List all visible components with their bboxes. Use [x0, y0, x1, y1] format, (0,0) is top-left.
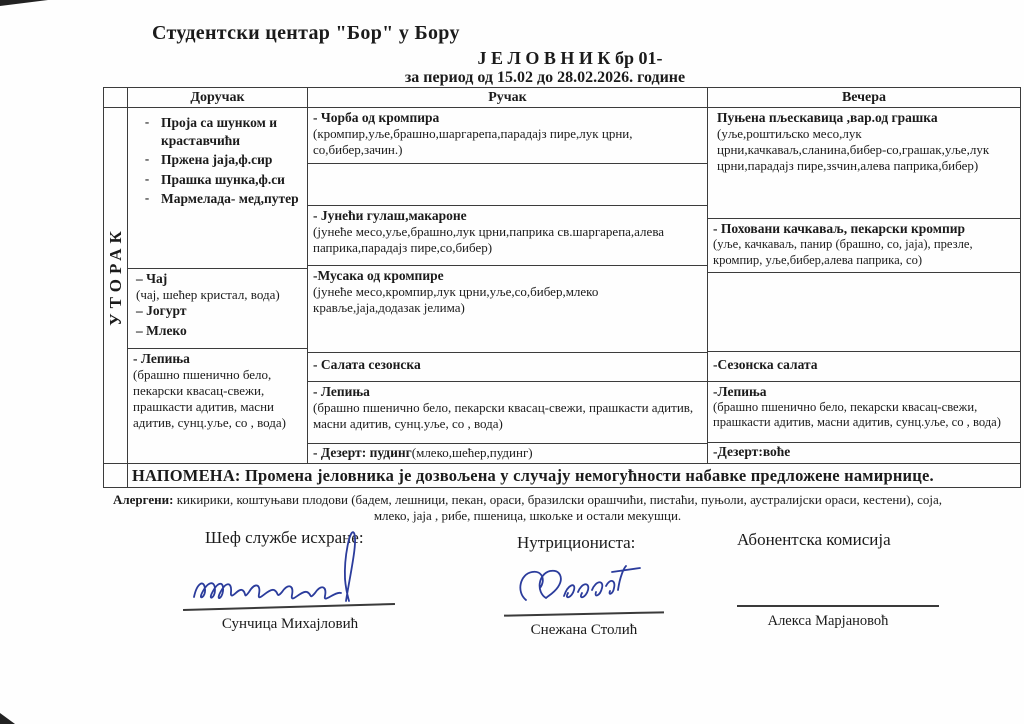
scan-artifact-top	[0, 0, 48, 6]
day-column	[104, 108, 128, 463]
scan-artifact-bottom	[0, 711, 15, 724]
dish-title: -Мусака од кромпире	[313, 268, 444, 283]
dish-ingredients: (кромпир,уље,брашно,шаргарепа,парадајз пире,лук црни, со,бибер,зачин.)	[313, 126, 633, 158]
dinner-column	[708, 108, 1020, 463]
document-period: за период од 15.02 до 28.02.2026. године	[404, 69, 686, 86]
list-dash	[133, 190, 161, 208]
dessert-title: -Дезерт:воће	[713, 444, 791, 459]
dish-ingredients: (брашно пшенично бело, пекарски квасац-свежи, прашкасти адитив, масни адитив, сунц.уље, со , вода)	[713, 400, 1001, 430]
dish-title: - Поховани качкаваљ, пекарски кромпир	[713, 221, 966, 236]
table-body	[104, 108, 1020, 463]
dish-ingredients: (чај, шећер кристал, вода)	[136, 287, 280, 303]
handwritten-signature-chef	[188, 527, 380, 613]
dish-ingredients: (брашно пшенично бело, пекарски квасац-свежи, прашкасти адитив, масни адитив, сунц.уље, со , вода)	[133, 367, 287, 431]
lunch-column	[308, 108, 708, 463]
dish-title: – Чај	[136, 271, 168, 286]
lunch-soup-cell	[308, 108, 707, 164]
dinner-main-cell	[708, 108, 1020, 219]
lunch-bread-cell	[308, 382, 707, 444]
dinner-dessert-cell	[708, 443, 1020, 463]
document-title: Ј Е Л О В Н И К бр 01-	[477, 48, 663, 68]
lunch-dessert-cell	[308, 444, 707, 463]
breakfast-bread-cell	[128, 349, 307, 463]
menu-table	[103, 87, 1021, 488]
note-text: НАПОМЕНА: Промена јеловника је дозвољена у случају немогућности набавке предложене намирнице.	[132, 466, 934, 485]
breakfast-column	[128, 108, 308, 463]
dish-title: Пуњена пљескавица ,вар.од грашка	[717, 110, 938, 125]
dish-ingredients: (уље, качкаваљ, панир (брашно, со, јаја), презле, кромпир, уље,бибер,алева паприка, со)	[713, 237, 973, 267]
dish-title: - Салата сезонска	[313, 357, 421, 372]
lunch-goulash-cell	[308, 206, 707, 266]
breakfast-item	[133, 114, 302, 150]
list-dash	[133, 114, 161, 150]
breakfast-item-label: Пржена јаја,ф.сир	[161, 152, 273, 168]
dish-title: -Лепиња	[713, 384, 767, 399]
dish-title: – Млеко	[136, 322, 187, 338]
dinner-empty-cell	[708, 273, 1020, 352]
dessert-ingredients: (млеко,шећер,пудинг)	[411, 445, 533, 460]
dish-ingredients: (јунеће месо,уље,брашно,лук црни,паприка св.шаргарепа,алева паприка,парадајз пире,со,бибер)	[313, 224, 665, 256]
breakfast-column-header: Доручак	[128, 88, 308, 107]
breakfast-item	[133, 190, 302, 208]
list-dash	[133, 171, 161, 189]
dish-title: -Сезонска салата	[713, 357, 818, 372]
dinner-second-cell	[708, 219, 1020, 273]
dinner-salad-cell	[708, 352, 1020, 382]
lunch-empty-cell	[308, 164, 707, 206]
lunch-column-header: Ручак	[308, 88, 708, 107]
breakfast-item-label: Прашка шунка,ф.си	[161, 171, 285, 187]
table-header-row	[104, 88, 1020, 108]
organization-title: Студентски центар "Бор" у Бору	[152, 22, 460, 44]
breakfast-item-label: Мармелада- мед,путер	[161, 190, 299, 206]
day-label: УТОРАК	[105, 226, 125, 326]
dish-title: - Лепиња	[313, 384, 370, 399]
signature-name-commission: Алекса Марјановоћ	[767, 613, 889, 629]
breakfast-item	[133, 171, 302, 189]
dish-title: - Лепиња	[133, 351, 190, 366]
dish-title: - Јунећи гулаш,макароне	[313, 208, 467, 223]
dish-title: – Јогурт	[136, 303, 187, 319]
dish-ingredients: (брашно пшенично бело, пекарски квасац-свежи, прашкасти адитив, масни адитив, сунц.уље, со , вода)	[313, 400, 694, 432]
list-dash	[133, 151, 161, 169]
allergens-text: кикирики, коштуњави плодови (бадем, лешници, пекан, ораси, бразилски орашчићи, пистаћи, пуњоли, аустралијски ораси, кестени), соја, млеко, јаја , рибе, пшеница, шкољке и остали мекушци.	[173, 492, 942, 524]
signature-role-nutritionist: Нутрициониста:	[517, 533, 636, 552]
breakfast-drinks-cell	[128, 269, 307, 349]
note-day-stub	[104, 464, 128, 487]
signature-role-chef: Шеф службе исхране:	[205, 528, 364, 547]
lunch-salad-cell	[308, 353, 707, 382]
breakfast-main-cell	[128, 108, 307, 269]
allergens-paragraph	[100, 492, 955, 525]
breakfast-item-label: Проја са шунком и краставчићи	[161, 115, 278, 149]
dinner-bread-cell	[708, 382, 1020, 443]
allergens-label: Алергени:	[112, 492, 174, 507]
dish-ingredients: (јунеће месо,кромпир,лук црни,уље,со,бибер,млеко крављe,јаја,додазак јелима)	[313, 284, 599, 316]
breakfast-item	[133, 151, 302, 169]
signature-role-commission: Абонентска комисија	[737, 530, 891, 549]
dessert-title: - Дезерт: пудинг	[313, 445, 412, 460]
note-row	[104, 463, 1020, 487]
dinner-column-header: Вечера	[841, 90, 887, 105]
dish-title: - Чорба од кромпира	[313, 110, 440, 125]
day-header-cell	[104, 88, 128, 107]
dish-ingredients: (уље,роштиљско месо,лук црни,качкаваљ,сланина,бибер-со,грашак,уље,лук црни,парадајз пире,зѕчин,алева паприка,бибер)	[717, 126, 990, 174]
signature-name-chef: Сунчица Михајловић	[221, 616, 359, 632]
signature-name-nutritionist: Снежана Столић	[530, 622, 638, 638]
signature-line-commission	[737, 605, 939, 607]
handwritten-signature-nutritionist	[512, 556, 662, 616]
lunch-musaka-cell	[308, 266, 707, 353]
